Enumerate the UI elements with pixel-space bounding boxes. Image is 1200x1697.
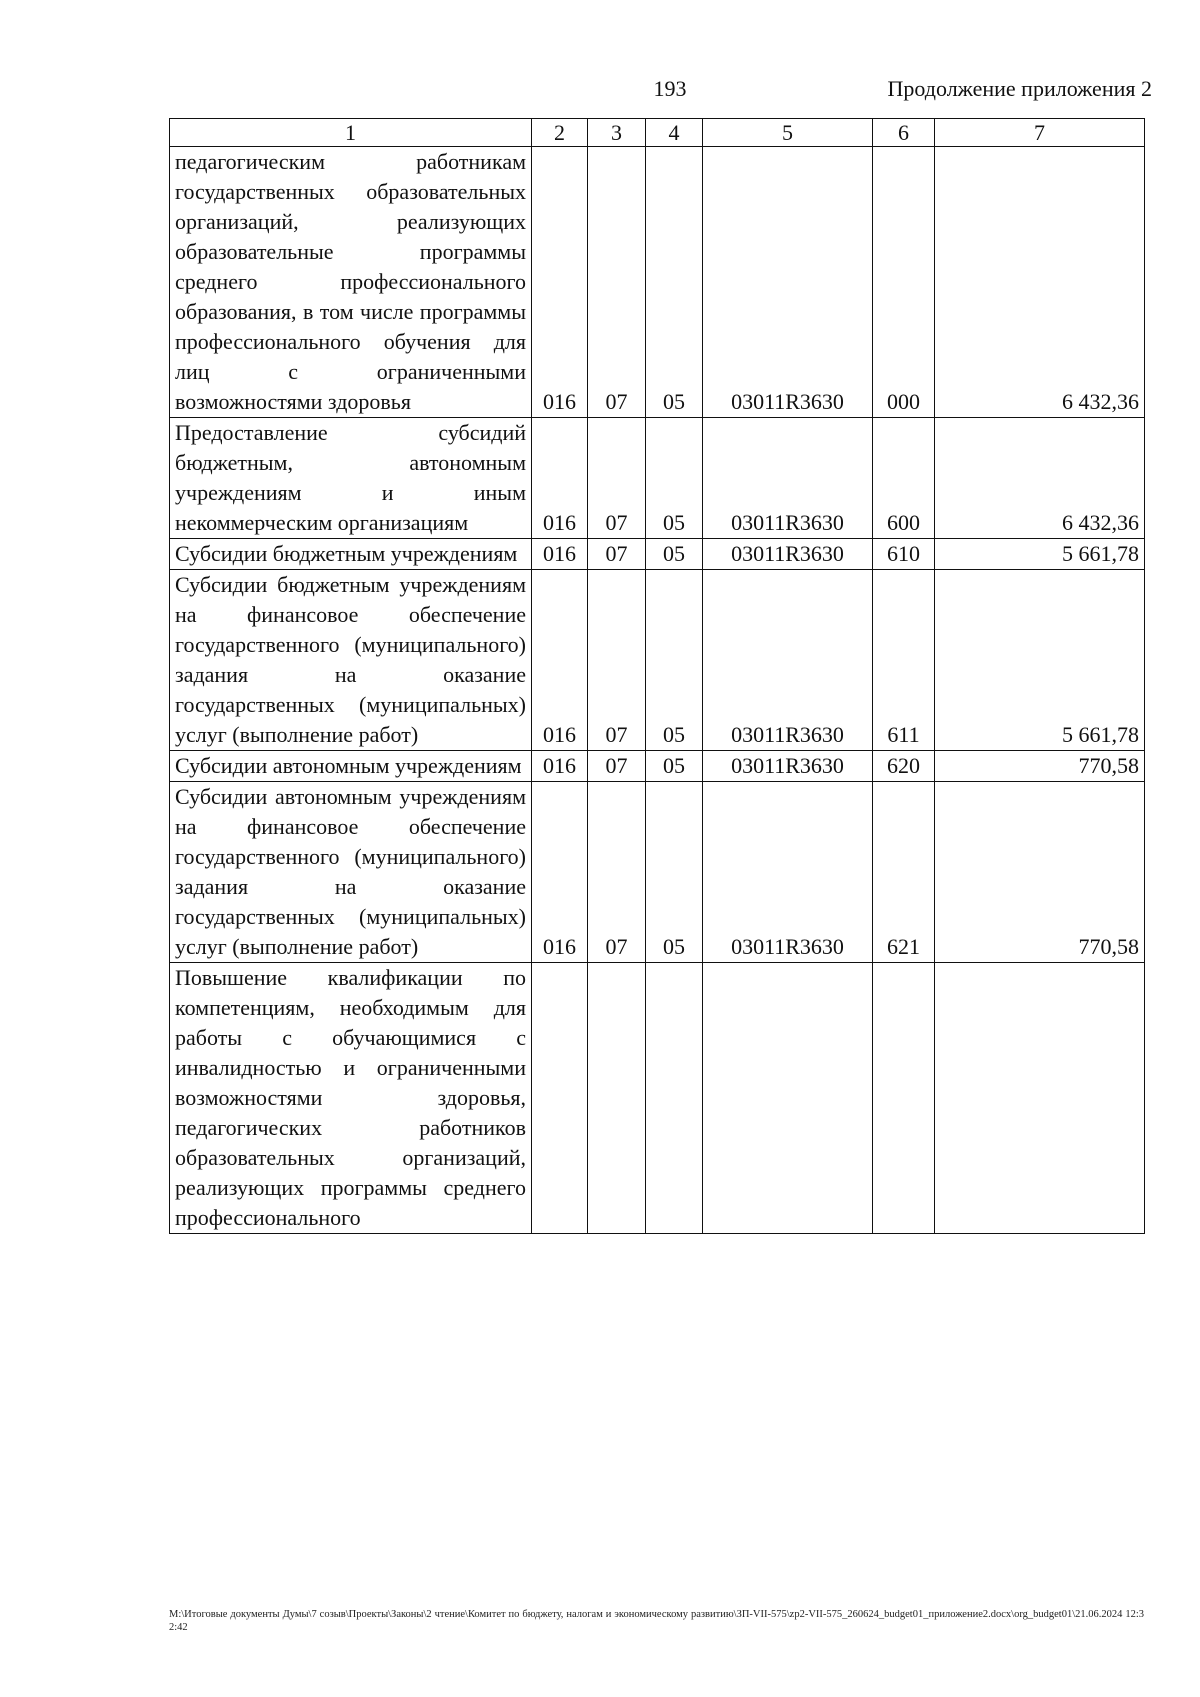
- column-header: 6: [873, 119, 935, 147]
- row-code-5: 03011R3630: [703, 418, 873, 539]
- column-header: 5: [703, 119, 873, 147]
- row-amount: 5 661,78: [935, 570, 1145, 751]
- row-code-2: 016: [532, 147, 588, 418]
- row-code-5: 03011R3630: [703, 570, 873, 751]
- table-row: [170, 751, 1145, 782]
- document-path-footer: M:\Итоговые документы Думы\7 созыв\Проекты\Законы\2 чтение\Комитет по бюджету, налогам и экономическому развитию\ЗП-VII-575\zp2-VII-575_260624_budget01_приложение2.docx\org_budget01\21.06.2024 12:32:42: [169, 1609, 1144, 1633]
- row-name: Повышение квалификации по компетенциям, необходимым для работы с обучающимися с инвалидностью и ограниченными возможностями здоровья, педагогических работников образовательных организаций, реализующих программы среднего профессионального: [170, 963, 532, 1234]
- row-code-5: [703, 963, 873, 1234]
- row-code-5: 03011R3630: [703, 539, 873, 570]
- table-row: [170, 570, 1145, 751]
- row-amount: 6 432,36: [935, 147, 1145, 418]
- row-code-4: 05: [646, 751, 703, 782]
- row-code-3: 07: [588, 539, 646, 570]
- row-code-4: 05: [646, 570, 703, 751]
- row-name: Субсидии автономным учреждениям на финансовое обеспечение государственного (муниципального) задания на оказание государственных (муниципальных) услуг (выполнение работ): [170, 782, 532, 963]
- row-code-4: 05: [646, 782, 703, 963]
- row-code-6: 621: [873, 782, 935, 963]
- row-code-2: 016: [532, 751, 588, 782]
- row-amount: 770,58: [935, 782, 1145, 963]
- row-code-2: 016: [532, 418, 588, 539]
- table-row: [170, 539, 1145, 570]
- row-code-4: 05: [646, 418, 703, 539]
- row-code-5: 03011R3630: [703, 147, 873, 418]
- row-code-3: 07: [588, 418, 646, 539]
- row-name: Субсидии бюджетным учреждениям на финансовое обеспечение государственного (муниципального) задания на оказание государственных (муниципальных) услуг (выполнение работ): [170, 570, 532, 751]
- row-code-3: 07: [588, 570, 646, 751]
- row-code-2: 016: [532, 782, 588, 963]
- row-code-3: 07: [588, 147, 646, 418]
- row-code-3: 07: [588, 751, 646, 782]
- row-code-5: 03011R3630: [703, 751, 873, 782]
- row-code-2: 016: [532, 570, 588, 751]
- column-header: 1: [170, 119, 532, 147]
- row-amount: 770,58: [935, 751, 1145, 782]
- row-code-3: [588, 963, 646, 1234]
- column-header: 3: [588, 119, 646, 147]
- row-code-6: 000: [873, 147, 935, 418]
- row-code-6: [873, 963, 935, 1234]
- row-code-5: 03011R3630: [703, 782, 873, 963]
- column-header: 7: [935, 119, 1145, 147]
- row-code-4: 05: [646, 147, 703, 418]
- table-row: [170, 147, 1145, 418]
- table-row: [170, 418, 1145, 539]
- row-code-6: 600: [873, 418, 935, 539]
- continuation-label: Продолжение приложения 2: [887, 76, 1152, 101]
- table-row: [170, 963, 1145, 1234]
- row-amount: [935, 963, 1145, 1234]
- row-name: Предоставление субсидий бюджетным, автономным учреждениям и иным некоммерческим организациям: [170, 418, 532, 539]
- row-code-4: [646, 963, 703, 1234]
- row-code-6: 620: [873, 751, 935, 782]
- budget-table: [169, 118, 1145, 1234]
- row-name: педагогическим работникам государственных образовательных организаций, реализующих образовательные программы среднего профессионального образования, в том числе программы профессионального обучения для лиц с ограниченными возможностями здоровья: [170, 147, 532, 418]
- table-row: [170, 782, 1145, 963]
- row-code-2: [532, 963, 588, 1234]
- column-header: 2: [532, 119, 588, 147]
- row-name: Субсидии бюджетным учреждениям: [170, 539, 532, 570]
- row-code-6: 611: [873, 570, 935, 751]
- column-header: 4: [646, 119, 703, 147]
- row-code-6: 610: [873, 539, 935, 570]
- row-code-3: 07: [588, 782, 646, 963]
- row-code-2: 016: [532, 539, 588, 570]
- page-number: 193: [653, 76, 687, 101]
- row-amount: 5 661,78: [935, 539, 1145, 570]
- table-header-row: [170, 119, 1145, 147]
- row-amount: 6 432,36: [935, 418, 1145, 539]
- row-code-4: 05: [646, 539, 703, 570]
- row-name: Субсидии автономным учреждениям: [170, 751, 532, 782]
